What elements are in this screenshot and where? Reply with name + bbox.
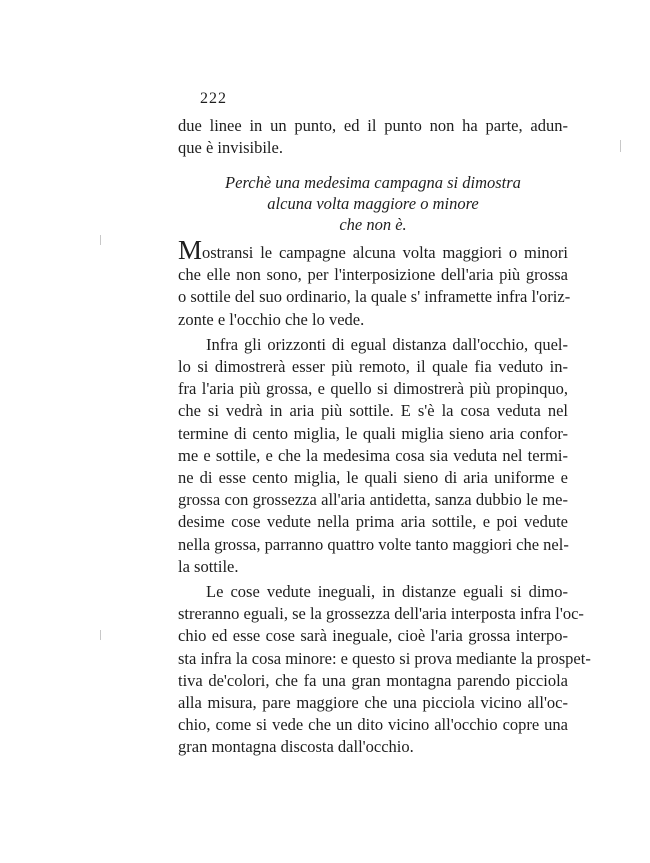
drop-cap: M <box>178 235 203 265</box>
text-line: me e sottile, e che la medesima cosa sia veduta nel termi- <box>178 445 568 465</box>
margin-mark <box>100 235 101 245</box>
paragraph-3 <box>178 581 591 759</box>
text-line: Le cose vedute ineguali, in distanze eguali si dimo- <box>206 582 568 602</box>
text-line: chio ed esse cose sarà ineguale, cioè l'aria grossa interpo- <box>178 626 568 646</box>
paragraph-2 <box>178 334 568 578</box>
text-line: fra l'aria più grossa, e quello si dimostrerà più propinquo, <box>178 379 568 399</box>
text-line: o sottile del suo ordinario, la quale s' inframette infra l'oriz- <box>178 287 571 307</box>
text-line: ne di esse cento miglia, le quali sieno di aria uniforme e <box>178 468 568 488</box>
continuation-text <box>178 115 568 159</box>
text-line: grossa con grossezza all'aria antidetta, sanza dubbio le me- <box>178 490 568 510</box>
text-line: che elle non sono, per l'interposizione dell'aria più grossa <box>178 265 568 285</box>
heading-line: che non è. <box>339 215 407 234</box>
text-line: zonte e l'occhio che lo vede. <box>178 309 365 329</box>
text-line: Infra gli orizzonti di egual distanza dall'occhio, quel- <box>206 334 568 354</box>
text-line <box>178 235 568 265</box>
text-line-rest: ostransi le campagne alcuna volta maggiori o minori <box>202 243 568 262</box>
text-line: la sottile. <box>178 556 239 576</box>
heading-line: Perchè una medesima campagna si dimostra <box>225 173 521 192</box>
text-line: lo si dimostrerà esser più remoto, il quale fia veduto in- <box>178 357 568 377</box>
text-line: chio, come si vede che un dito vicino all'occhio copre una <box>178 715 568 735</box>
paragraph-1 <box>178 235 571 331</box>
body-text <box>178 235 591 759</box>
text-line: tiva de'colori, che fa una gran montagna parendo picciola <box>178 670 568 690</box>
margin-mark <box>100 630 101 640</box>
heading-line: alcuna volta maggiore o minore <box>267 194 479 213</box>
text-line: sta infra la cosa minore: e questo si prova mediante la prospet- <box>178 648 591 668</box>
section-heading <box>178 172 568 235</box>
text-line: nella grossa, parranno quattro volte tanto maggiori che nel- <box>178 534 569 554</box>
page-number: 222 <box>200 90 227 107</box>
text-line: que è invisibile. <box>178 138 283 158</box>
text-line: desime cose vedute nella prima aria sottile, e poi vedute <box>178 512 568 532</box>
text-line: gran montagna discosta dall'occhio. <box>178 737 414 757</box>
text-line: termine di cento miglia, le quali miglia sieno aria confor- <box>178 423 568 443</box>
text-line: che si vedrà in aria più sottile. E s'è la cosa veduta nel <box>178 401 568 421</box>
text-line: due linee in un punto, ed il punto non ha parte, adun- <box>178 116 568 135</box>
text-line: streranno eguali, se la grossezza dell'aria interposta infra l'oc- <box>178 604 584 624</box>
text-line: alla misura, pare maggiore che una picciola vicino all'oc- <box>178 693 568 713</box>
margin-mark <box>620 140 621 152</box>
